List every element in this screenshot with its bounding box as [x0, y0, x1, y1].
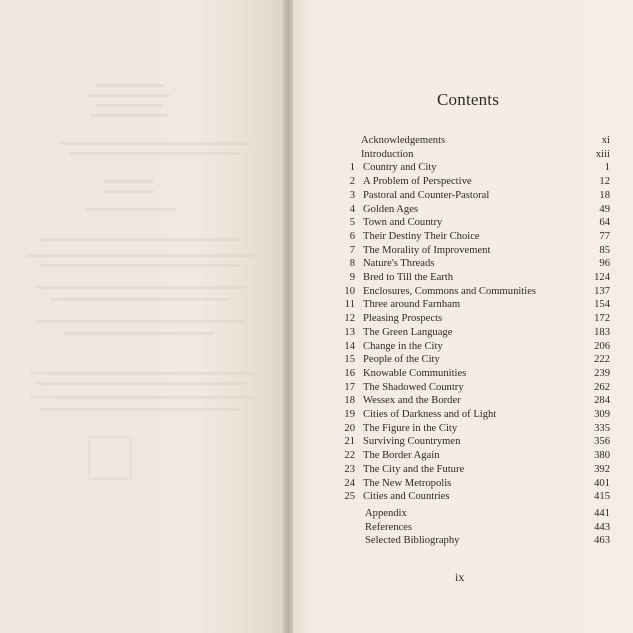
entry-title: A Problem of Perspective — [363, 176, 472, 188]
chapter-number: 21 — [344, 436, 355, 448]
entry-page-number: 18 — [599, 189, 610, 201]
entry-title: References — [365, 521, 413, 533]
chapter-number: 18 — [344, 395, 355, 407]
chapter-number: 15 — [344, 354, 355, 366]
toc-entry — [340, 521, 610, 534]
entry-title: The Border Again — [363, 450, 440, 462]
chapter-number: 10 — [344, 285, 355, 297]
entry-page-number: 392 — [594, 463, 610, 475]
chapter-number: 20 — [344, 422, 355, 434]
chapter-number: 8 — [349, 258, 355, 270]
entry-page-number: 96 — [599, 258, 610, 270]
toc-entry — [340, 422, 610, 435]
toc-entry — [340, 230, 610, 243]
entry-title: Town and Country — [363, 217, 443, 229]
toc-entry — [340, 257, 610, 270]
toc-entry — [340, 367, 610, 380]
toc-entry — [340, 534, 610, 547]
entry-title: Nature's Threads — [363, 258, 435, 270]
entry-title: Country and City — [363, 162, 437, 174]
entry-page-number: 124 — [594, 272, 610, 283]
entry-page-number: 222 — [594, 354, 610, 366]
chapter-number: 23 — [344, 463, 355, 475]
chapter-number: 24 — [344, 477, 355, 489]
entry-title: Pleasing Prospects — [363, 313, 443, 325]
toc-entry — [340, 134, 610, 147]
entry-title: Wessex and the Border — [363, 395, 461, 407]
toc-entry — [340, 394, 610, 407]
entry-page-number: 85 — [599, 244, 610, 256]
entry-title: Appendix — [365, 508, 407, 519]
entry-page-number: 441 — [594, 508, 610, 519]
chapter-number: 16 — [344, 367, 355, 379]
toc-entry — [340, 175, 610, 188]
entry-title: Three around Farnham — [363, 299, 461, 311]
show-through-text — [0, 0, 288, 633]
chapter-number: 3 — [349, 189, 355, 201]
entry-title: Selected Bibliography — [365, 535, 460, 547]
entry-page-number: 356 — [594, 436, 610, 448]
chapter-number: 13 — [344, 326, 355, 338]
entry-title: Acknowledgements — [361, 135, 446, 146]
entry-title: Pastoral and Counter-Pastoral — [363, 189, 490, 201]
toc-entry — [340, 477, 610, 490]
entry-page-number: 77 — [599, 230, 610, 242]
entry-page-number: 415 — [594, 491, 610, 503]
entry-title: The Shadowed Country — [363, 381, 464, 393]
entry-title: Change in the City — [363, 340, 443, 352]
toc-entry — [340, 507, 610, 520]
toc-entry — [340, 298, 610, 311]
toc-entry — [340, 148, 610, 161]
entry-title: The New Metropolis — [363, 477, 452, 489]
chapter-number: 1 — [349, 162, 355, 174]
chapter-number: 4 — [349, 203, 355, 215]
entry-title: The Figure in the City — [363, 422, 458, 434]
entry-page-number: 380 — [594, 450, 610, 462]
chapter-number: 22 — [344, 450, 355, 462]
entry-title: Cities and Countries — [363, 491, 450, 503]
entry-page-number: 284 — [594, 395, 610, 407]
entry-page-number: 239 — [594, 367, 610, 379]
toc-entry — [340, 353, 610, 366]
toc-entry — [340, 312, 610, 325]
entry-title: Cities of Darkness and of Light — [363, 409, 497, 420]
toc-entry — [340, 244, 610, 257]
entry-title: Golden Ages — [363, 203, 419, 215]
entry-page-number: 309 — [594, 409, 610, 420]
toc-entry — [340, 161, 610, 174]
entry-page-number: 137 — [594, 285, 610, 297]
toc-entry — [340, 408, 610, 421]
chapter-number: 19 — [344, 409, 355, 420]
entry-page-number: 64 — [599, 217, 610, 229]
chapter-number: 17 — [344, 381, 355, 393]
entry-page-number: 463 — [594, 535, 610, 547]
entry-page-number: 262 — [594, 381, 610, 393]
toc-entry — [340, 435, 610, 448]
toc-entry — [340, 381, 610, 394]
entry-page-number: 172 — [594, 313, 610, 325]
chapter-number: 2 — [349, 176, 355, 188]
chapter-number: 7 — [349, 244, 355, 256]
chapter-number: 5 — [349, 217, 355, 229]
toc-entry — [340, 271, 610, 284]
toc-entry — [340, 463, 610, 476]
entry-page-number: 335 — [594, 422, 610, 434]
entry-title: Enclosures, Commons and Communities — [363, 285, 537, 297]
left-page — [0, 0, 288, 633]
entry-page-number: 49 — [599, 203, 610, 215]
page-number: ix — [455, 570, 465, 584]
chapter-number: 11 — [344, 299, 355, 311]
entry-page-number: 206 — [594, 340, 610, 352]
entry-page-number: 443 — [594, 521, 610, 533]
toc-entry — [340, 340, 610, 353]
toc-entry — [340, 490, 610, 503]
chapter-number: 12 — [344, 313, 355, 325]
toc-entry — [340, 216, 610, 229]
toc-entry — [340, 189, 610, 202]
chapter-number: 9 — [349, 272, 355, 283]
entry-title: The City and the Future — [363, 463, 465, 475]
entry-page-number: xi — [601, 135, 610, 146]
entry-page-number: xiii — [595, 148, 610, 160]
chapter-number: 6 — [349, 230, 355, 242]
entry-title: Bred to Till the Earth — [363, 272, 454, 283]
toc-entry — [340, 285, 610, 298]
entry-title: Introduction — [361, 148, 414, 160]
entry-page-number: 183 — [594, 326, 610, 338]
chapter-number: 25 — [344, 491, 355, 503]
page-title: Contents — [437, 90, 500, 109]
entry-title: Their Destiny Their Choice — [363, 230, 480, 242]
toc-entry — [340, 203, 610, 216]
entry-title: The Green Language — [363, 326, 453, 338]
entry-page-number: 401 — [594, 477, 610, 489]
entry-title: The Morality of Improvement — [363, 244, 491, 256]
entry-title: People of the City — [363, 354, 440, 366]
entry-page-number: 1 — [604, 162, 610, 174]
toc-entry — [340, 449, 610, 462]
chapter-number: 14 — [344, 340, 355, 352]
entry-page-number: 154 — [594, 299, 610, 311]
entry-title: Surviving Countrymen — [363, 436, 461, 448]
toc-entry — [340, 326, 610, 339]
entry-page-number: 12 — [599, 176, 610, 188]
entry-title: Knowable Communities — [363, 367, 467, 379]
